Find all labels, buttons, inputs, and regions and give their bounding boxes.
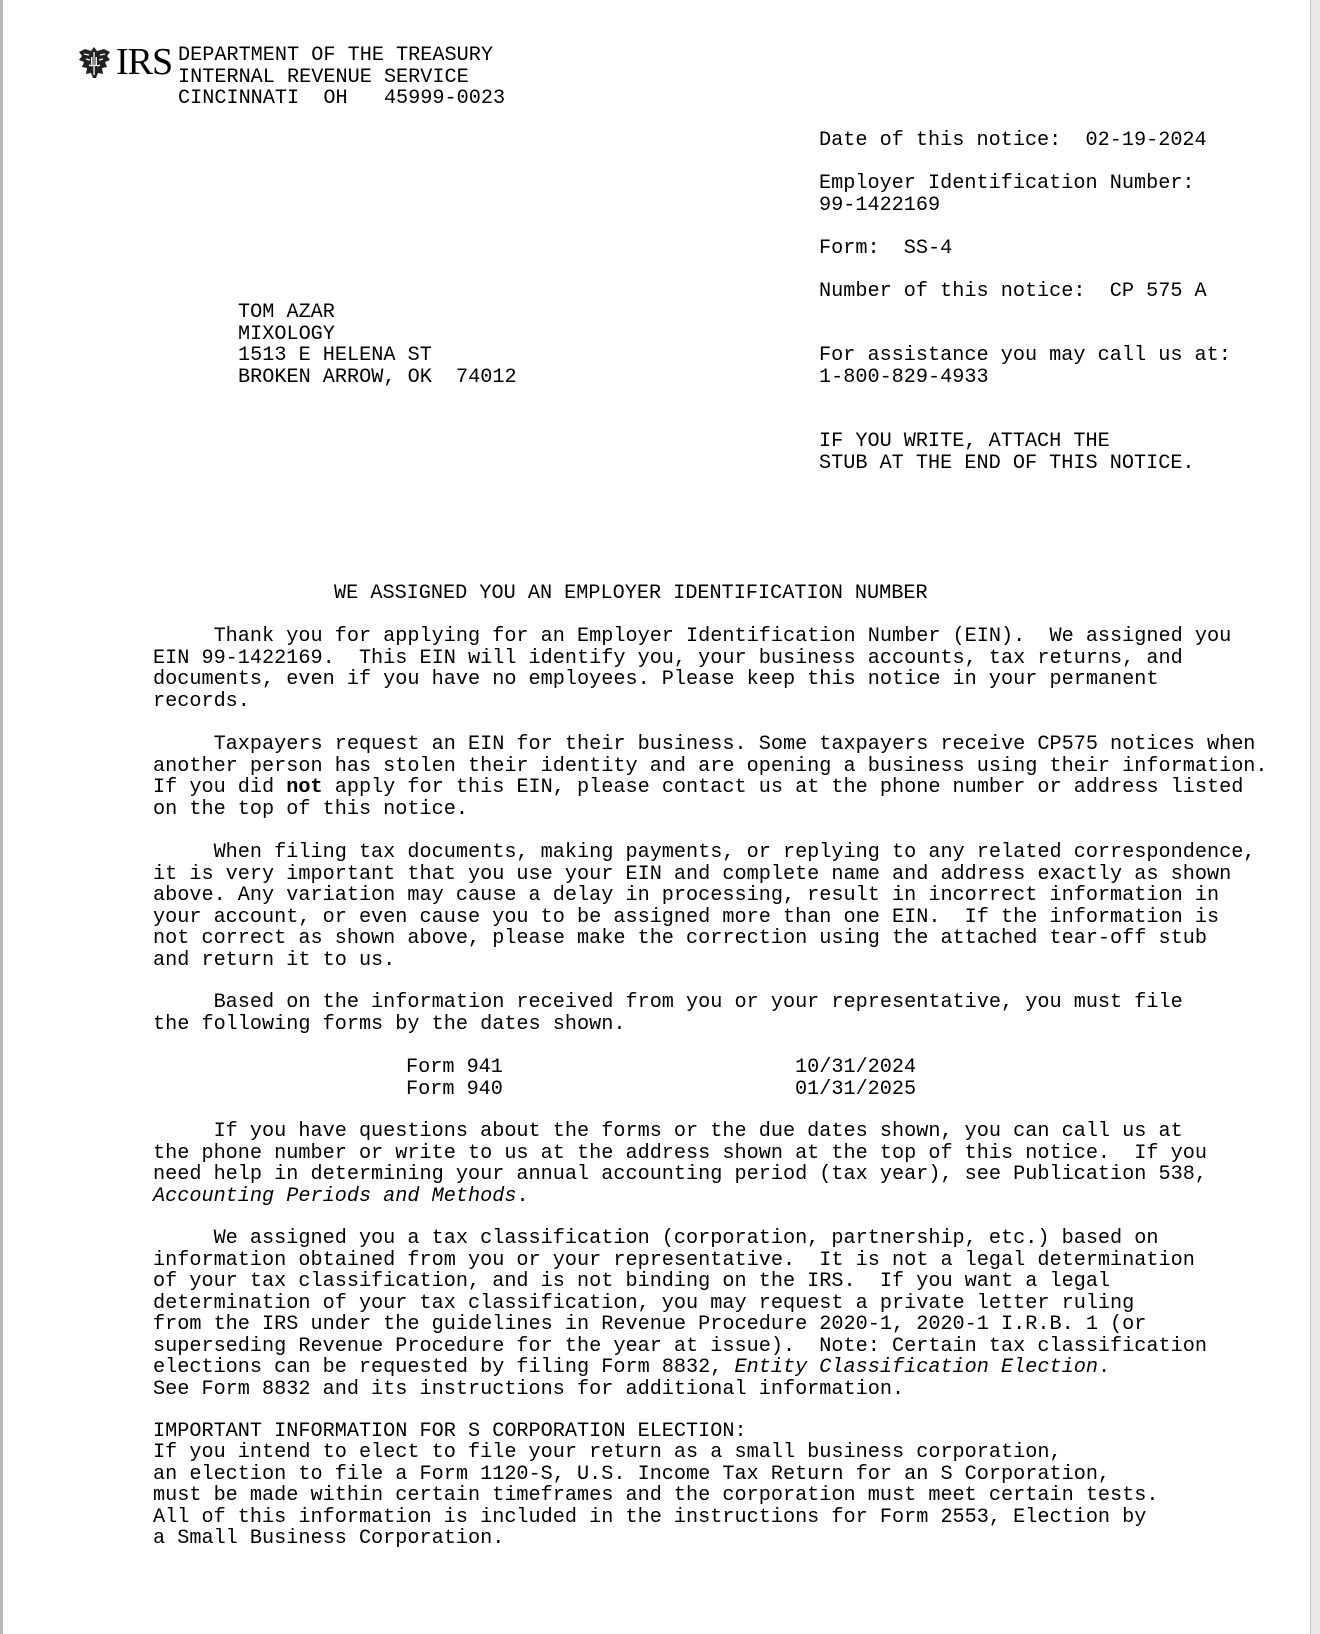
ein-label: Employer Identification Number:: [819, 172, 1195, 195]
paragraph-questions-text-b: .: [516, 1184, 529, 1208]
paragraph-ein-assigned: Thank you for applying for an Employer Identification Number (EIN). We assigned you EIN 99-1422169. This EIN will identify you, your business accounts, tax returns, and documents, even if you have no employees. Please keep this notice in your permanent records.: [153, 625, 1232, 713]
page-left-edge: [0, 0, 3, 1634]
ein-block: [819, 173, 1195, 216]
forms-due-row: [406, 1079, 916, 1101]
forms-due-table: [406, 1057, 916, 1100]
paragraph-tax-classification: [153, 1228, 1283, 1400]
s-corp-heading: IMPORTANT INFORMATION FOR S CORPORATION ELECTION:: [153, 1420, 747, 1443]
form-due-date: 10/31/2024: [795, 1056, 917, 1079]
paragraph-tax-classification-text-b: . See Form 8832 and its instructions for additional information.: [153, 1356, 1111, 1401]
form-name: Form 941: [406, 1056, 503, 1079]
form-due-date: 01/31/2025: [795, 1077, 917, 1101]
form-8832-title: Entity Classification Election: [734, 1356, 1098, 1379]
form-label: Form: SS-4: [819, 237, 953, 260]
publication-title: Accounting Periods and Methods: [153, 1184, 517, 1208]
forms-due-row: [406, 1057, 916, 1079]
irs-wordmark: IRS: [116, 41, 173, 83]
paragraph-identity-theft-bold: not: [286, 776, 323, 799]
notice-date: Date of this notice: 02-19-2024: [819, 129, 1207, 152]
ein-value: 99-1422169: [819, 193, 941, 217]
assistance-block: [819, 345, 1231, 388]
paragraph-questions: [153, 1121, 1283, 1207]
paragraph-forms-required: Based on the information received from you or your representative, you must file the following forms by the dates shown.: [153, 991, 1183, 1036]
recipient-street: 1513 E HELENA ST: [238, 344, 432, 367]
recipient-address: [238, 302, 517, 388]
recipient-city: BROKEN ARROW, OK 74012: [238, 365, 517, 389]
paragraph-questions-text-a: If you have questions about the forms or the due dates shown, you can call us at the phone number or write to us at the address shown at the top of this notice. If you need help in determining your annual accounting period (tax year), see Publication 538,: [153, 1120, 1207, 1186]
page-right-edge: [1310, 0, 1320, 1634]
assistance-label: For assistance you may call us at:: [819, 344, 1231, 367]
write-instruction: [819, 431, 1195, 474]
paragraph-filing-instructions: When filing tax documents, making payments, or replying to any related correspondence, it is very important that you use your EIN and complete name and address exactly as shown above. Any variation may cause a delay in processing, result in incorrect information in your account, or even cause you to be assigned more than one EIN. If the information is not correct as shown above, please make the correction using the attached tear-off stub and return it to us.: [153, 841, 1256, 972]
recipient-business: MIXOLOGY: [238, 322, 335, 346]
paragraph-identity-theft-text-a: Taxpayers request an EIN for their business. Some taxpayers receive CP575 notices when another person has stolen their identity and are opening a business using their information. If you did: [153, 733, 1268, 799]
agency-line-1: DEPARTMENT OF THE TREASURY: [178, 44, 493, 67]
assistance-phone: 1-800-829-4933: [819, 365, 989, 389]
paragraph-tax-classification-text-a: We assigned you a tax classification (corporation, partnership, etc.) based on information obtained from you or your representative. It is not a legal determination of your tax classification, and is not binding on the IRS. If you want a legal determination of your tax classification, you may request a private letter ruling from the IRS under the guidelines in Revenue Procedure 2020-1, 2020-1 I.R.B. 1 (or superseding Revenue Procedure for the year at issue). Note: Certain tax classification elections can be requested by filing Form 8832,: [153, 1227, 1207, 1379]
notice-number: Number of this notice: CP 575 A: [819, 280, 1207, 303]
irs-eagle-icon: [77, 46, 112, 79]
form-name: Form 940: [406, 1077, 503, 1101]
agency-address: [178, 45, 505, 110]
paragraph-identity-theft: [153, 734, 1283, 820]
paragraph-s-corp: If you intend to elect to file your return as a small business corporation, an election to file a Form 1120-S, U.S. Income Tax Return for an S Corporation, must be made within certain timeframes and the corporation must meet certain tests. All of this information is included in the instructions for Form 2553, Election by a Small Business Corporation.: [153, 1441, 1159, 1550]
paragraph-identity-theft-text-b: apply for this EIN, please contact us at the phone number or address listed on the top of this notice.: [153, 776, 1244, 821]
recipient-name: TOM AZAR: [238, 301, 335, 324]
agency-line-3: CINCINNATI OH 45999-0023: [178, 87, 506, 110]
notice-headline: WE ASSIGNED YOU AN EMPLOYER IDENTIFICATION NUMBER: [334, 582, 928, 605]
write-line-2: STUB AT THE END OF THIS NOTICE.: [819, 451, 1195, 475]
write-line-1: IF YOU WRITE, ATTACH THE: [819, 430, 1110, 453]
agency-line-2: INTERNAL REVENUE SERVICE: [178, 65, 469, 89]
